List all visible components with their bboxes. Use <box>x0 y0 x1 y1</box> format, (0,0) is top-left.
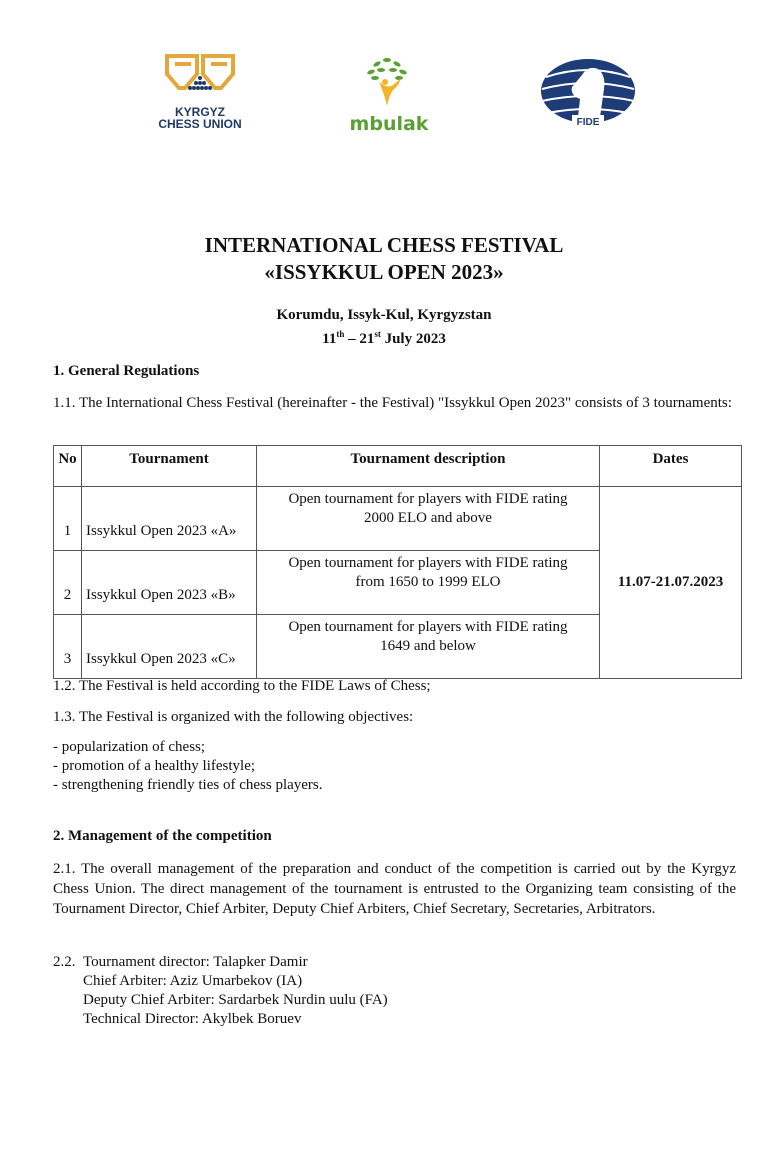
fide-knight-emblem-icon <box>540 57 636 131</box>
list-item: - strengthening friendly ties of chess players. <box>53 777 323 793</box>
list-item: Tournament director: Talapker Damir <box>83 954 308 970</box>
paragraph-1-2: 1.2. The Festival is held according to the FIDE Laws of Chess; <box>53 678 431 694</box>
logo-text-line1: KYRGYZ <box>174 105 225 119</box>
cell-description: Open tournament for players with FIDE rating 1649 and below <box>257 615 600 679</box>
event-location: Korumdu, Issyk-Kul, Kyrgyzstan <box>276 307 492 323</box>
document-title <box>0 232 768 286</box>
header-tournament: Tournament <box>82 446 257 487</box>
section-2-heading: 2. Management of the competition <box>53 828 272 844</box>
list-item: - popularization of chess; <box>53 739 206 755</box>
paragraph-1-1: 1.1. The International Chess Festival (hereinafter - the Festival) "Issykkul Open 2023" consists of 3 tournaments: <box>53 395 732 411</box>
list-item: Deputy Chief Arbiter: Sardarbek Nurdin uulu (FA) <box>83 992 388 1008</box>
cell-description: Open tournament for players with FIDE rating from 1650 to 1999 ELO <box>257 551 600 615</box>
list-item: Technical Director: Akylbek Boruev <box>83 1011 302 1027</box>
title-line-2: «ISSYKKUL OPEN 2023» <box>264 260 504 284</box>
staff-list <box>83 953 388 1029</box>
cell-tournament: Issykkul Open 2023 «C» <box>82 615 257 679</box>
fide-logo <box>540 57 636 131</box>
table-header-row <box>54 446 742 487</box>
section-1-heading: 1. General Regulations <box>53 363 200 379</box>
cell-description: Open tournament for players with FIDE rating 2000 ELO and above <box>257 487 600 551</box>
paragraph-2-2 <box>53 953 388 1029</box>
kyrgyz-chess-union-logo <box>145 50 255 130</box>
objectives-list <box>53 738 323 795</box>
cell-no: 1 <box>54 487 82 551</box>
cell-no: 3 <box>54 615 82 679</box>
fide-text: FIDE <box>576 117 600 128</box>
cell-dates: 11.07-21.07.2023 <box>600 487 742 679</box>
tournaments-table <box>53 445 742 679</box>
header-no: No <box>54 446 82 487</box>
event-subtitle <box>0 306 768 349</box>
mbulak-text: mbulak <box>349 113 429 135</box>
tree-person-icon <box>343 52 435 108</box>
list-item: - promotion of a healthy lifestyle; <box>53 758 256 774</box>
header-description: Tournament description <box>257 446 600 487</box>
chess-union-emblem-icon <box>145 50 255 98</box>
paragraph-1-3: 1.3. The Festival is organized with the following objectives: <box>53 709 414 725</box>
cell-tournament: Issykkul Open 2023 «A» <box>82 487 257 551</box>
cell-tournament: Issykkul Open 2023 «B» <box>82 551 257 615</box>
header-dates: Dates <box>600 446 742 487</box>
list-item: Chief Arbiter: Aziz Umarbekov (IA) <box>83 973 303 989</box>
event-dates: 11th – 21st July 2023 <box>322 329 446 347</box>
table-row <box>54 487 742 551</box>
logo-text-line2: CHESS UNION <box>158 117 242 131</box>
paragraph-2-2-number: 2.2. <box>53 954 76 970</box>
paragraph-2-1: 2.1. The overall management of the preparation and conduct of the competition is carried out by the Kyrgyz Chess Union. The direct management of the tournament is entrusted to the Organizing team consisting of the Tournament Director, Chief Arbiter, Deputy Chief Arbiters, Chief Secretary, Secretaries, Arbitrators. <box>53 861 736 917</box>
mbulak-logo <box>343 52 435 134</box>
title-line-1: INTERNATIONAL CHESS FESTIVAL <box>204 233 564 257</box>
cell-no: 2 <box>54 551 82 615</box>
